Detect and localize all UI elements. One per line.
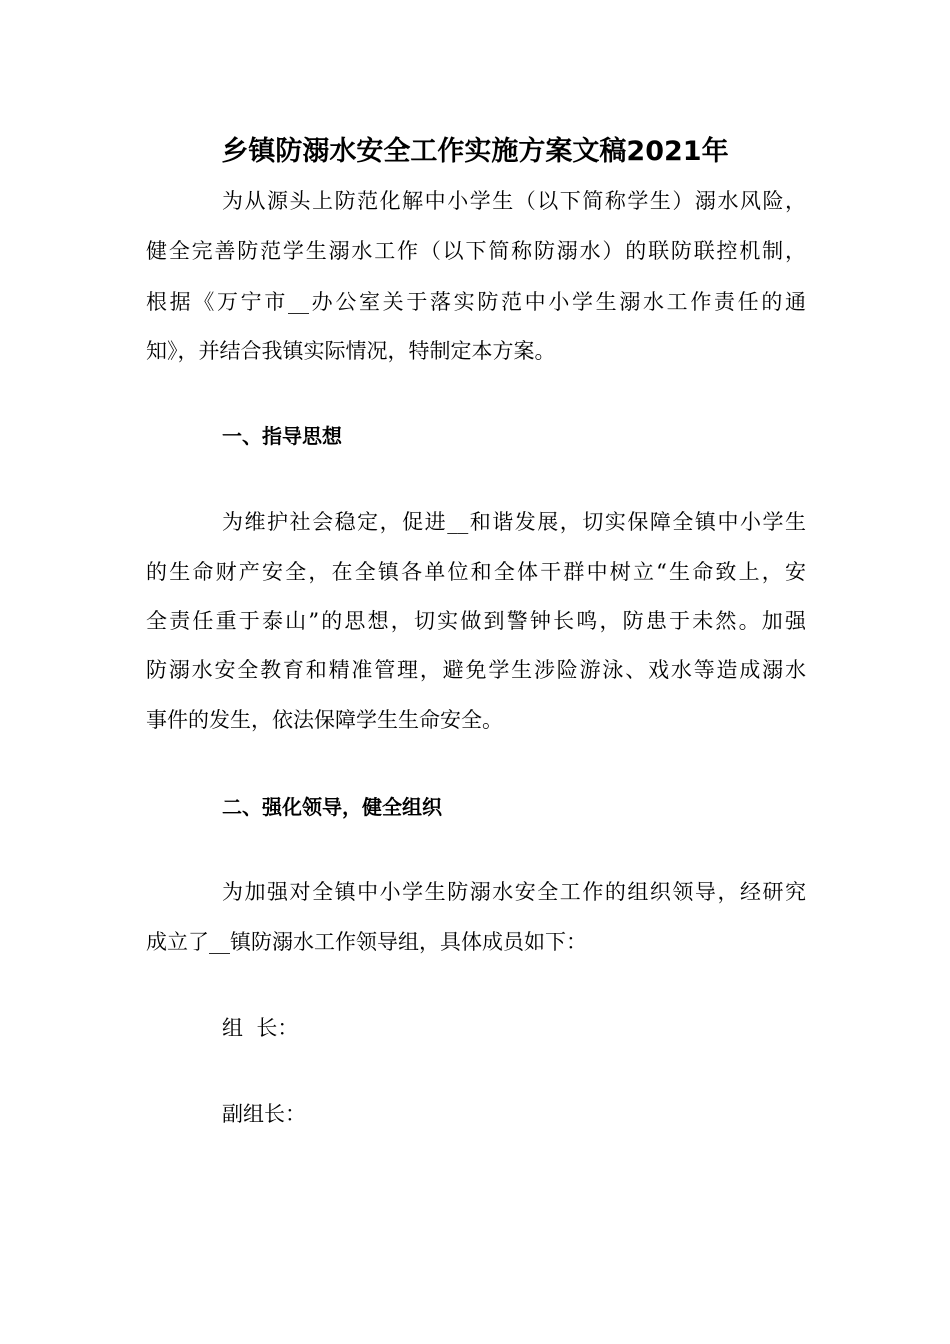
section-1-line-2: 的生命财产安全，在全镇各单位和全体干群中树立“生命致上，安 [146,560,806,584]
section-1-line-3: 全责任重于泰山”的思想，切实做到警钟长鸣，防患于未然。加强 [146,609,806,633]
intro-line-1: 为从源头上防范化解中小学生（以下简称学生）溺水风险， [222,189,806,213]
section-1-line-5: 事件的发生，依法保障学生生命安全。 [146,708,503,732]
group-leader-label: 组 长： [222,1016,299,1040]
section-1-line-1: 为维护社会稳定，促进__和谐发展，切实保障全镇中小学生 [222,510,806,534]
deputy-leader-label: 副组长： [222,1102,306,1126]
document-title: 乡镇防溺水安全工作实施方案文稿2021年 [221,136,729,167]
section-2-line-2: 成立了__镇防溺水工作领导组，具体成员如下： [146,930,587,954]
section-1-line-4: 防溺水安全教育和精准管理，避免学生涉险游泳、戏水等造成溺水 [146,658,806,682]
section-1-heading: 一、指导思想 [222,424,342,448]
intro-line-2: 健全完善防范学生溺水工作（以下简称防溺水）的联防联控机制， [146,239,806,263]
intro-line-4: 知》，并结合我镇实际情况，特制定本方案。 [146,339,556,363]
intro-line-3: 根据《万宁市__办公室关于落实防范中小学生溺水工作责任的通 [146,290,806,314]
section-2-heading: 二、强化领导，健全组织 [222,795,442,819]
section-2-line-1: 为加强对全镇中小学生防溺水安全工作的组织领导，经研究 [222,880,806,904]
